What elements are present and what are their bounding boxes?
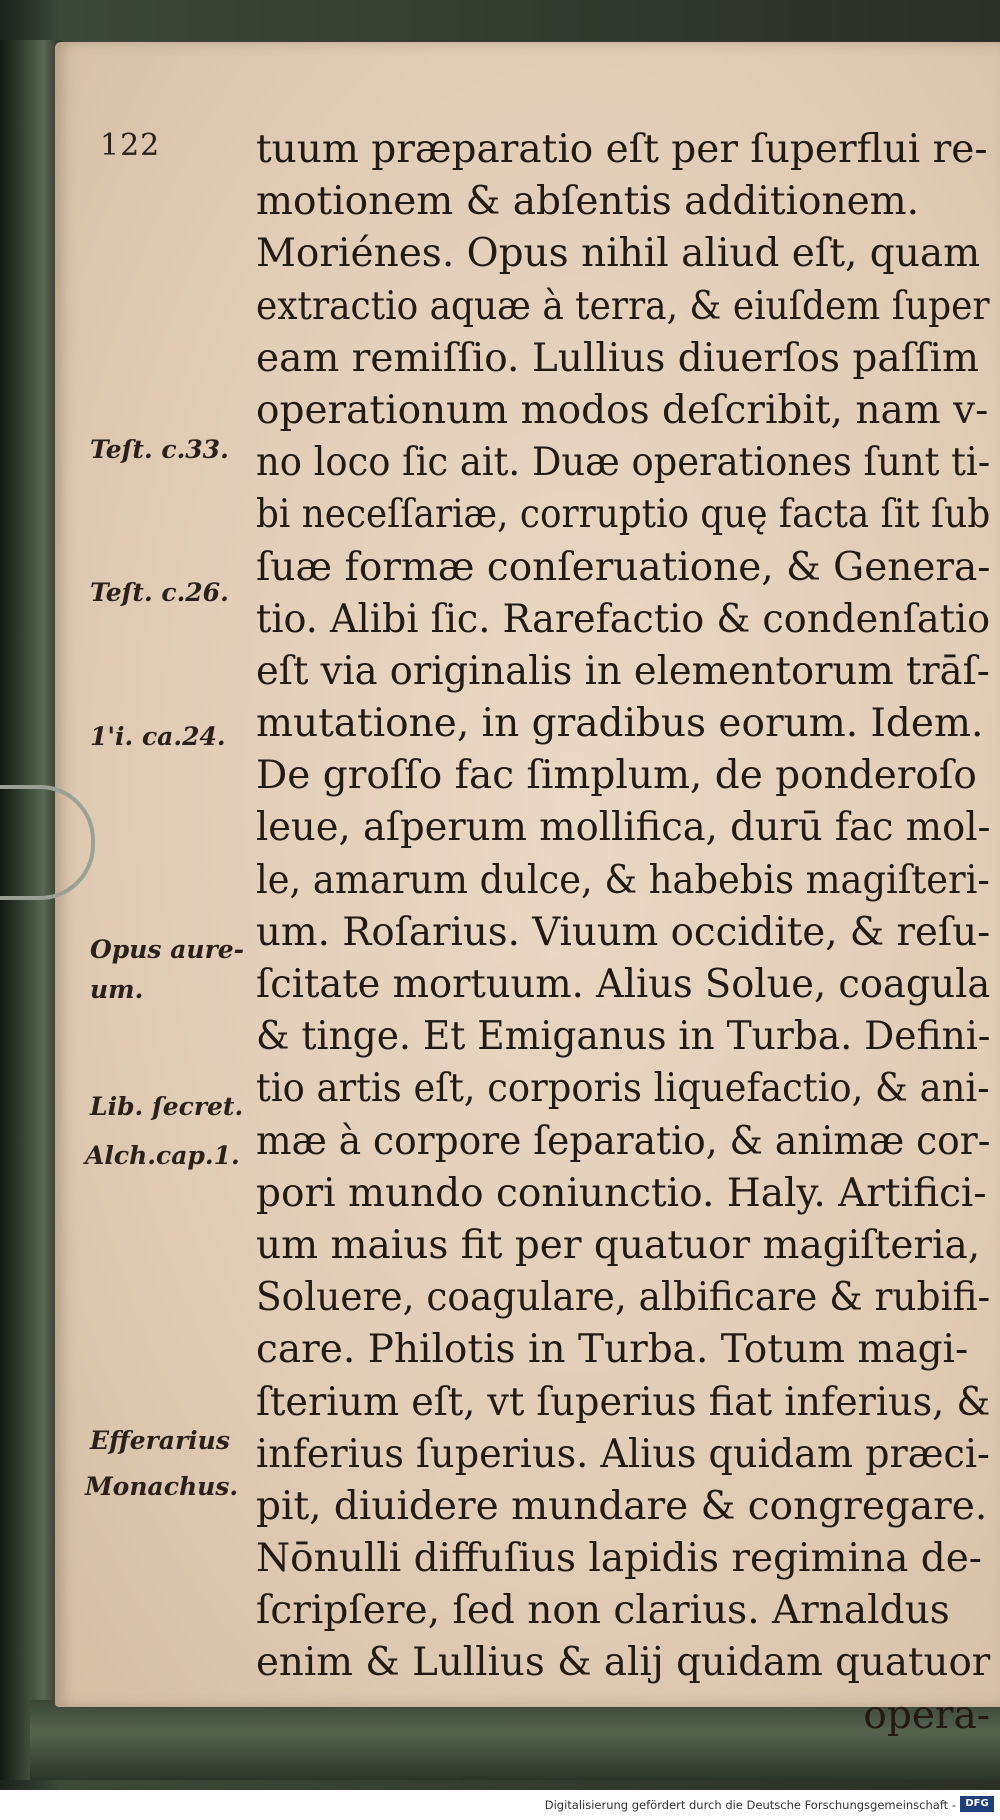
text-line: pit, diuidere mundare & congregare.	[256, 1483, 988, 1529]
text-line: mæ à corpore ſeparatio, & animæ cor-	[256, 1118, 991, 1164]
text-line: eam remiſſio. Lullius diuerſos paſſim	[256, 335, 979, 381]
margin-note: 1'i. ca.24.	[90, 722, 226, 751]
text-line: tuum præparatio eſt per ſuperflui re-	[256, 127, 988, 172]
text-line: & tinge. Et Emiganus in Turba. Defini-	[256, 1014, 991, 1060]
margin-note: Alch.cap.1.	[85, 1141, 240, 1170]
digitization-credit: Digitalisierung gefördert durch die Deutsche Forschungsgemeinschaft -	[544, 1798, 956, 1812]
text-line: um maius fit per quatuor magiſteria,	[256, 1222, 981, 1268]
margin-note: um.	[90, 975, 144, 1004]
dfg-logo: DFG	[960, 1796, 994, 1812]
text-line: bi neceſſariæ, corruptio quę facta ſit ſub	[256, 492, 991, 538]
margin-note: Lib. ſecret.	[90, 1092, 244, 1121]
text-line: tio artis eſt, corporis liquefactio, & ani-	[256, 1066, 990, 1112]
text-line: operationum modos deſcribit, nam v-	[256, 387, 989, 433]
text-line: ſcripſere, ſed non clarius. Arnaldus	[256, 1588, 950, 1634]
text-line: ſuæ formæ conſeruatione, & Genera-	[256, 544, 991, 590]
margin-note: Opus aure-	[90, 935, 245, 964]
text-line: ſterium eſt, vt ſuperius fiat inferius, &	[256, 1379, 991, 1425]
main-text	[256, 124, 990, 1742]
text-line: Moriénes. Opus nihil aliud eſt, quam	[256, 231, 981, 277]
margin-note: Efferarius	[90, 1426, 230, 1455]
text-line: motionem & abſentis additionem.	[256, 179, 920, 225]
text-line: enim & Lullius & alij quidam quatuor	[256, 1640, 991, 1686]
margin-note: Teſt. c.26.	[90, 578, 229, 607]
text-line: tio. Alibi ſic. Rarefactio & condenſatio	[256, 596, 991, 642]
margin-note: Monachus.	[85, 1472, 239, 1501]
catchword: opera-	[863, 1692, 990, 1738]
text-line: leue, aſperum mollifica, durū fac mol-	[256, 805, 991, 851]
text-line: um. Roſarius. Viuum occidite, & reſu-	[256, 909, 991, 955]
text-line: Nōnulli diffuſius lapidis regimina de-	[256, 1536, 982, 1582]
text-line: care. Philotis in Turba. Totum magi-	[256, 1327, 969, 1373]
text-line: inferius ſuperius. Alius quidam præci-	[256, 1431, 990, 1477]
page-number: 122	[100, 128, 161, 163]
book-spine	[0, 40, 62, 1780]
text-line: ſcitate mortuum. Alius Solue, coagula	[256, 962, 991, 1007]
text-line: le, amarum dulce, & habebis magiſteri-	[256, 857, 990, 903]
text-line: Soluere, coagulare, albificare & rubifi-	[256, 1275, 991, 1321]
text-line: mutatione, in gradibus eorum. Idem.	[256, 701, 984, 747]
text-line: pori mundo coniunctio. Haly. Artifici-	[256, 1170, 987, 1216]
text-line: eſt via originalis in elementorum trāſ-	[256, 648, 990, 694]
text-line: extractio aquæ à terra, & eiuſdem ſuper	[256, 283, 990, 329]
margin-note: Teſt. c.33.	[90, 435, 229, 464]
text-line: De groſſo fac ſimplum, de ponderoſo	[256, 753, 977, 799]
text-line: no loco ſic ait. Duæ operationes ſunt ti-	[256, 440, 991, 486]
